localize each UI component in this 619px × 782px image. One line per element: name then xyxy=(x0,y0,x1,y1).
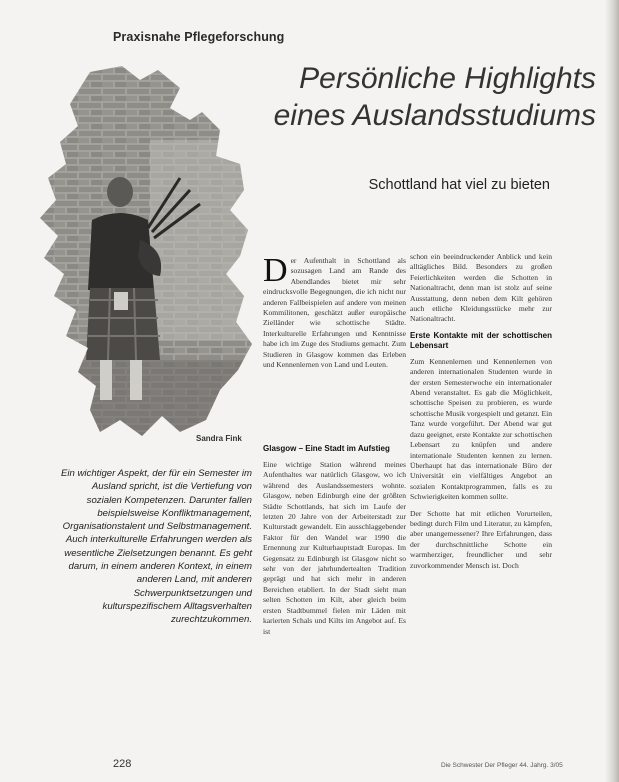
title-line-1: Persönliche Highlights xyxy=(299,62,596,95)
bagpiper-scotland-map-photo xyxy=(30,60,260,440)
drop-cap: D xyxy=(263,256,288,289)
title-line-2: eines Auslandsstudiums xyxy=(273,99,596,132)
body-column-3 xyxy=(410,252,552,762)
section-text-contacts-1: Zum Kennenlernen und Kennenlernen von anderen internationalen Studenten wurde in der ersten Semesterwoche ein internationaler Abend veranstaltet. Es gab die Möglichkeit, schottische Speisen zu probieren, es wurde schottische Musik vorgespielt und getanzt. Ein Tanz wurde vorgeführt. Der Abend war gut dazu geeignet, erste Kontakte zur schottischen Lebensart zu knüpfen und andere internationale Studenten kennen zu lernen. Überhaupt hat das internationale Büro der Universität ein vielfältiges Angebot an sozialen Kontaktprogrammen, falls es zu Schwierigkeiten kommen sollte. xyxy=(410,356,552,502)
body-column-2 xyxy=(263,442,406,762)
section-text-contacts-2: Der Schotte hat mit etlichen Vorurteilen, bedingt durch Film und Literatur, zu kämpfen, aber unangemessener? Ihre Erfahrungen, dass der durchschnittliche Schotte ein warmherziger, freundlicher und sehr zuvorkommender Mensch ist. Doch xyxy=(410,508,552,570)
article-subtitle: Schottland hat viel zu bieten xyxy=(368,177,550,193)
section-heading-glasgow: Glasgow – Eine Stadt im Aufstieg xyxy=(263,444,390,453)
page-number: 228 xyxy=(113,758,132,770)
intro-paragraph: er Aufenthalt in Schottland als sozusagen Land am Rande des Abendlandes bietet mir sehr eindrucksvolle Begegnungen, die ich nicht nur anderen Fallbeispielen auf andere von meinen Kommilitonen, geschätzt außer europäische Zielländer wie schottische Städte. Interkulturelle Erfahrungen und Kenntnisse habe ich im Zuge des Studiums gemacht. Zum Studieren in Glasgow kommen das Erleben und Kennenlernen von Land und Leuten. xyxy=(263,256,406,370)
section-text-glasgow: Eine wichtige Station während meines Aufenthaltes war natürlich Glasgow, wo ich während des Auslandssemesters wohnte. Glasgow, neben Edinburgh eine der größten Städte Schottlands, hat sich im Laufe der letzten 20 Jahre von der Arbeiterstadt zur Kulturstadt gewandelt. Ein ausschlaggebender Faktor für den Wandel war 1990 die Ernennung zur Kulturhauptstadt Europas. Im Gegensatz zu Edinburgh ist Glasgow nicht so sehr von der jahrhundertealten Tradition geprägt und hat sich mehr in anderen Bereichen etabliert. In der Stadt sieht man selten Schotten im Kilt, aber gleich beim ersten Stadtbummel fielen mir Läden mit karierten Schals und Kilts im Angebot auf. Es ist xyxy=(263,460,406,636)
section-kicker: Praxisnahe Pflegeforschung xyxy=(113,30,285,44)
journal-footer: Die Schwester Der Pfleger 44. Jahrg. 3/05 xyxy=(441,762,563,769)
author-name: Sandra Fink xyxy=(196,434,242,443)
column-3-intro: schon ein beeindruckender Anblick und kein alltägliches Bild. Besonders zu großen Feierlichkeiten werden die Schotten in Nationaltracht, denn man ist stolz auf seine Ausstattung, denn neben dem Kilt gehören auch etliche Kleidungsstücke mehr zur Nationaltracht. xyxy=(410,252,552,324)
lead-paragraph: Ein wichtiger Aspekt, der für ein Semester im Ausland spricht, ist die Vertiefung von sozialen Kompetenzen. Darunter fallen beispielsweise Konfliktmanagement, Organisationstalent und Selbstmanagement. Auch interkulturelle Erfahrungen werden als wesentliche Zielsetzungen benannt. Es geht darum, in einem anderen Kontext, in einem anderen Land, mit anderen Schwerpunktsetzungen und kulturspezifischem Alltagsverhalten zurechtzukommen. xyxy=(60,468,252,626)
section-heading-contacts: Erste Kontakte mit der schottischen Lebensart xyxy=(410,330,552,350)
scan-page-edge xyxy=(605,0,619,782)
body-column-1-top xyxy=(263,256,406,451)
